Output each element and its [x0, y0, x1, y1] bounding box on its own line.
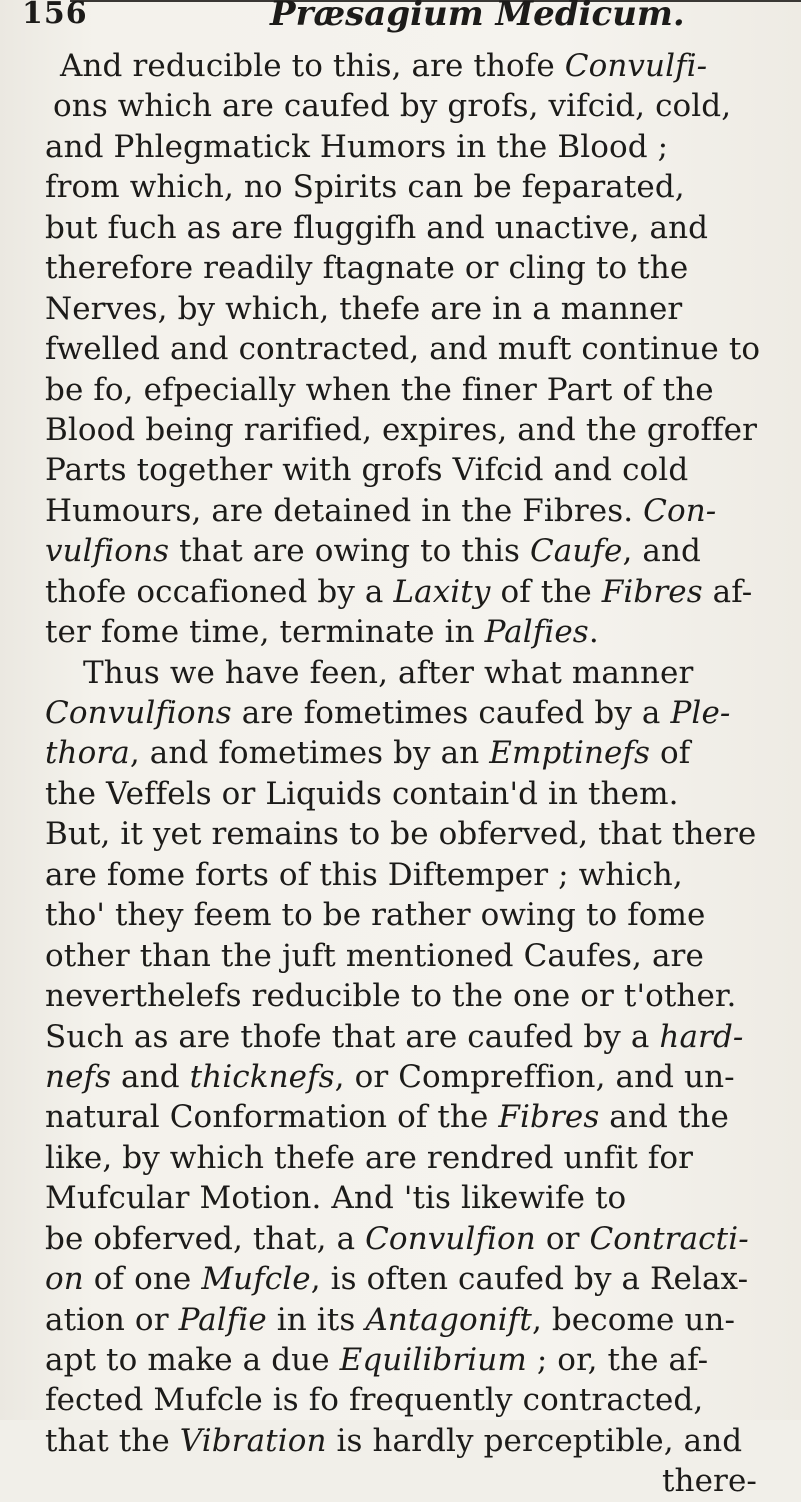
text-line — [45, 814, 785, 854]
text-span: in its — [266, 1301, 366, 1338]
text-span: of — [650, 735, 691, 772]
text-span: Mufcular Motion. And 'tis likewife to — [45, 1180, 627, 1217]
text-span: thora — [45, 735, 130, 772]
text-span: Con- — [643, 492, 717, 529]
page-header — [0, 0, 801, 40]
text-span: Contracti- — [589, 1220, 749, 1257]
text-span: Thus we have feen, after what manner — [83, 654, 694, 691]
text-span: fwelled and contracted, and muft continue to — [45, 331, 761, 368]
text-span: ons which are caufed by grofs, vifcid, cold, — [53, 88, 732, 125]
text-span: Such as are thofe that are caufed by a — [45, 1018, 660, 1055]
text-span: , become un- — [531, 1301, 736, 1338]
text-span: that are owing to this — [169, 533, 530, 570]
text-span: , and — [622, 533, 701, 570]
text-span: Blood being rarified, expires, and the groffer — [45, 411, 757, 448]
text-line — [45, 289, 785, 329]
text-span: Fibres — [498, 1099, 600, 1136]
text-span: nefs — [45, 1058, 112, 1095]
text-line — [45, 1300, 785, 1340]
text-line — [45, 46, 785, 86]
text-line — [45, 976, 785, 1016]
text-line — [45, 167, 785, 207]
text-line — [45, 612, 785, 652]
text-span: tho' they feem to be rather owing to fome — [45, 897, 706, 934]
text-line — [45, 936, 785, 976]
text-span: , is often caufed by a Relax- — [310, 1261, 749, 1298]
text-span: Palfies — [484, 614, 589, 651]
text-line — [45, 653, 785, 693]
text-span: Caufe — [529, 533, 623, 570]
text-line — [45, 491, 785, 531]
text-line — [45, 329, 785, 369]
text-line — [45, 531, 785, 571]
text-span: apt to make a due — [45, 1342, 340, 1378]
text-span: thicknefs — [189, 1058, 335, 1095]
text-span: Vibration — [179, 1422, 327, 1459]
text-line — [45, 1340, 785, 1380]
running-head: Præsagium Medicum. — [270, 0, 685, 34]
text-span: are fome forts of this Diftemper ; which, — [45, 856, 683, 893]
text-span: of the — [490, 573, 602, 610]
text-line — [45, 774, 785, 814]
text-span: ; or, the af- — [526, 1342, 709, 1378]
text-span: And reducible to this, are thofe — [60, 48, 565, 84]
text-line — [45, 1138, 785, 1178]
text-span: , and fometimes by an — [129, 735, 490, 772]
text-span: Convulfion — [365, 1220, 536, 1257]
text-span: be fo, efpecially when the finer Part of the — [45, 371, 714, 408]
text-span: af- — [702, 573, 753, 610]
text-span: thofe occafioned by a — [45, 573, 394, 610]
text-line — [45, 1461, 785, 1501]
text-span: , or Compreffion, and un- — [334, 1058, 735, 1095]
text-span: hard- — [659, 1018, 744, 1055]
text-line — [45, 410, 785, 450]
text-line — [45, 1097, 785, 1137]
text-span: Equilibrium — [339, 1342, 527, 1378]
text-span: and — [111, 1058, 190, 1095]
text-span: Convulfi- — [564, 48, 708, 84]
text-span: Emptinefs — [489, 735, 651, 772]
text-span: from which, no Spirits can be feparated, — [45, 169, 685, 206]
page-number: 156 — [22, 0, 88, 31]
text-line — [45, 450, 785, 490]
body-text — [45, 46, 785, 1502]
text-span: Palfie — [178, 1301, 267, 1338]
text-span: neverthelefs reducible to the one or t'other. — [45, 978, 737, 1015]
text-span: and Phlegmatick Humors in the Blood ; — [45, 128, 669, 165]
text-span: be obferved, that, a — [45, 1220, 366, 1257]
text-line — [45, 1380, 785, 1420]
text-span: . — [588, 614, 599, 651]
text-line — [45, 1057, 785, 1097]
text-span: Parts together with grofs Vifcid and cold — [45, 452, 689, 489]
text-line — [45, 1178, 785, 1218]
text-span: like, by which thefe are rendred unfit for — [45, 1139, 694, 1176]
text-span: are fometimes caufed by a — [231, 695, 671, 731]
text-span: and the — [599, 1099, 729, 1136]
text-span: Nerves, by which, thefe are in a manner — [45, 290, 683, 327]
text-line — [45, 248, 785, 288]
text-span: ter fome time, terminate in — [45, 614, 485, 651]
text-span: ation or — [45, 1301, 179, 1338]
text-span: Laxity — [393, 573, 491, 610]
text-line — [45, 572, 785, 612]
text-span: Humours, are detained in the Fibres. — [45, 492, 644, 529]
text-span: is hardly perceptible, and — [326, 1422, 743, 1459]
text-line — [45, 1017, 785, 1057]
text-span: there- — [661, 1463, 757, 1500]
text-line — [45, 1259, 785, 1299]
text-span: Convulfions — [45, 695, 232, 731]
text-line — [45, 693, 785, 733]
text-span: But, it yet remains to be obferved, that there — [45, 816, 757, 853]
text-span: therefore readily ftagnate or cling to the — [45, 250, 689, 287]
text-span: fected Mufcle is fo frequently contracted, — [45, 1382, 704, 1419]
text-line — [45, 733, 785, 773]
text-span: on — [45, 1261, 84, 1298]
text-span: Mufcle — [201, 1261, 311, 1298]
text-line — [45, 208, 785, 248]
text-span: Antagonift — [365, 1301, 532, 1338]
text-span: or — [535, 1220, 590, 1257]
text-span: Ple- — [670, 695, 731, 731]
text-line — [45, 370, 785, 410]
text-line — [45, 86, 785, 126]
text-span: other than the juft mentioned Caufes, are — [45, 937, 704, 974]
text-line — [45, 1219, 785, 1259]
text-line — [45, 855, 785, 895]
text-span: that the — [45, 1422, 180, 1459]
text-span: but fuch as are fluggifh and unactive, and — [45, 209, 709, 246]
text-span: Fibres — [601, 573, 703, 610]
text-span: the Veffels or Liquids contain'd in them. — [45, 775, 679, 812]
text-line — [45, 895, 785, 935]
text-line — [45, 1421, 785, 1461]
text-span: vulfions — [45, 533, 170, 570]
text-span: of one — [83, 1261, 202, 1298]
text-span: natural Conformation of the — [45, 1099, 499, 1136]
text-line — [45, 127, 785, 167]
